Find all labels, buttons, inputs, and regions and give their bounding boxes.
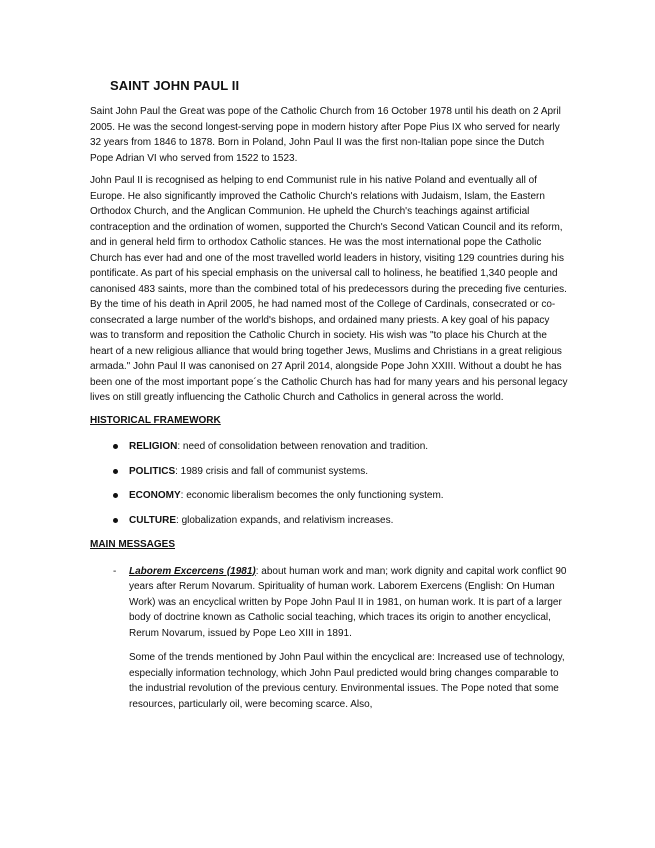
intro-paragraph-1: Saint John Paul the Great was pope of the Catholic Church from 16 October 1978 until his death on 2 April 2005. He was the second longest-serving pope in modern history after Pope Pius IX who served for nearly 32 years from 1846 to 1878. Born in Poland, John Paul II was the first non-Italian pope since the Dutch Pope Adrian VI who served from 1522 to 1523. bbox=[90, 106, 561, 164]
bullet-icon bbox=[113, 444, 118, 449]
framework-item-religion bbox=[90, 439, 568, 455]
dash-marker: - bbox=[113, 565, 117, 577]
message-laborem-exercens bbox=[90, 564, 568, 713]
framework-text: : need of consolidation between renovation and tradition. bbox=[177, 441, 429, 452]
encyclical-description: about human work and man; work dignity and capital work conflict 90 years after Rerum Novarum. Spirituality of human work. Laborem Exercens (English: On Human Work) was an encyclical written by Pope John Paul II in 1981, on human work. It is part of a larger body of doctrine known as Catholic social teaching, which traces its origin to another encyclical, Rerum Novarum, issued by Pope Leo XIII in 1891. bbox=[129, 565, 567, 639]
message-paragraph bbox=[129, 564, 568, 642]
framework-term: POLITICS bbox=[129, 465, 176, 477]
historical-framework-heading: HISTORICAL FRAMEWORK bbox=[90, 414, 221, 426]
bullet-icon bbox=[113, 518, 118, 523]
bullet-icon bbox=[113, 469, 118, 474]
framework-item-politics bbox=[90, 464, 568, 480]
framework-text: : economic liberalism becomes the only functioning system. bbox=[180, 490, 444, 501]
framework-term: CULTURE bbox=[129, 514, 177, 526]
framework-text: : 1989 crisis and fall of communist systems. bbox=[175, 465, 368, 477]
document-title: SAINT JOHN PAUL II bbox=[110, 78, 240, 93]
main-messages-heading: MAIN MESSAGES bbox=[90, 539, 176, 550]
encyclical-title-suffix: : bbox=[255, 565, 259, 577]
intro-paragraph-2: John Paul II is recognised as helping to end Communist rule in his native Poland and eventually all of Europe. He also significantly improved the Catholic Church's relations with Judaism, Islam, the Eastern Orthodox Church, and the Anglican Communion. He upheld the Church's teachings against artificial contraception and the ordination of women, supported the Church's Second Vatican Council and its reform, and in general held firm to orthodox Catholic stances. He was the most international pope the Catholic Church has ever had and one of the most travelled world leaders in history, visiting 129 countries during his pontificate. As part of his special emphasis on the universal call to holiness, he beatified 1,340 people and canonised 483 saints, more than the combined total of his predecessors during the preceding five centuries. By the time of his death in April 2005, he had named most of the College of Cardinals, consecrated or co-consecrated a large number of the world's bishops, and ordained many priests. A key goal of his papacy was to transform and reposition the Catholic Church in society. His wish was "to place his Church at the heart of a new religious alliance that would bring together Jews, Muslims and Christians in a great religious armada." John Paul II was canonised on 27 April 2014, alongside Pope John XXIII. Without a doubt he has been one of the most important pope´s the Catholic Church has had for many years and his personal legacy lives on still greatly influencing the Catholic Church and Catholics in general across the world. bbox=[90, 175, 568, 403]
bullet-icon bbox=[113, 493, 118, 498]
framework-item-economy bbox=[90, 488, 568, 504]
framework-term: ECONOMY bbox=[129, 490, 181, 501]
framework-text: : globalization expands, and relativism increases. bbox=[176, 514, 394, 526]
historical-framework-list bbox=[90, 439, 568, 528]
document-body bbox=[90, 104, 568, 721]
message-continuation: Some of the trends mentioned by John Paul within the encyclical are: Increased use of technology, especially information technology, which John Paul predicted would bring changes comparable to the industrial revolution of the previous century. Environmental issues. The Pope noted that some resources, particularly oil, were becoming scarce. Also, bbox=[129, 652, 565, 710]
encyclical-title: Laborem Excercens (1981) bbox=[129, 565, 256, 577]
framework-item-culture bbox=[90, 513, 568, 529]
framework-term: RELIGION bbox=[129, 441, 178, 452]
